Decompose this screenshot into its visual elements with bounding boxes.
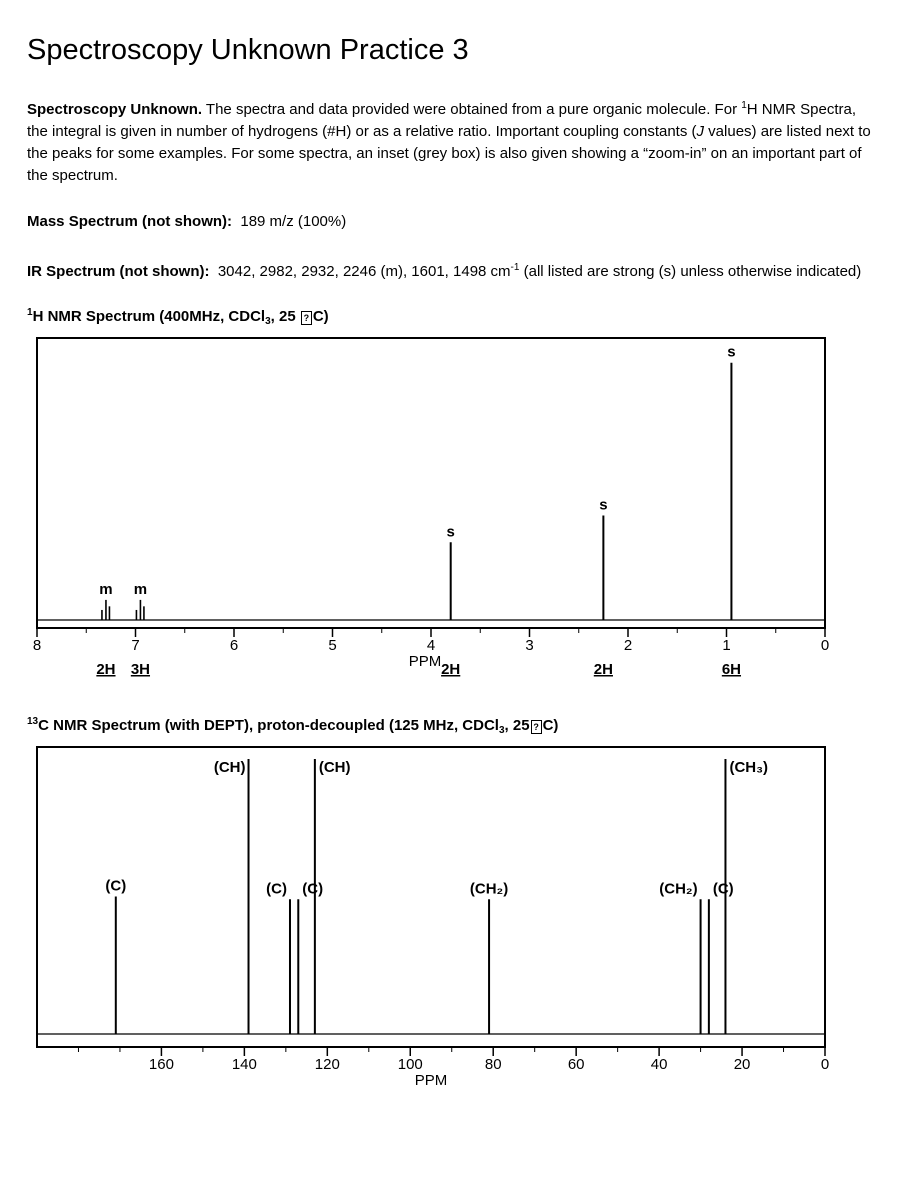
text-segment: values) are listed next to the peaks for some examples. For some spectra, an inset (grey box) is also given showing a “zoom-in” on an important part of the spectrum. <box>27 123 871 184</box>
tick-label: 4 <box>426 637 436 654</box>
peak-label: s <box>599 496 608 514</box>
tick-label: 40 <box>650 1056 668 1073</box>
ir-spectrum-line <box>27 257 872 283</box>
tick-label: 100 <box>397 1056 423 1073</box>
tick-label: 3 <box>525 637 534 654</box>
c13-nmr-heading <box>27 716 872 736</box>
text-segment: C) <box>312 308 329 325</box>
tick-label: 160 <box>148 1056 174 1073</box>
text-segment: , 25 <box>504 717 530 734</box>
text-segment: H NMR Spectrum (400MHz, CDCl <box>32 308 266 325</box>
x-axis-label: PPM <box>414 1072 448 1089</box>
integration-label: 2H <box>593 661 613 678</box>
text-segment: The spectra and data provided were obtained from a pure organic molecule. For <box>202 101 742 118</box>
text-segment: C) <box>542 717 559 734</box>
text-segment: IR Spectrum (not shown): <box>27 263 210 280</box>
text-segment: C NMR Spectrum (with DEPT), proton-decoupled (125 MHz, CDCl <box>38 717 499 734</box>
tick-label: 80 <box>484 1056 502 1073</box>
x-axis-label: PPM <box>408 653 442 670</box>
text-segment: J <box>696 123 705 140</box>
tick-label: 120 <box>314 1056 340 1073</box>
peak-label: (CH) <box>213 759 246 776</box>
peak-label: (C) <box>266 880 287 898</box>
text-segment: 1 <box>741 100 747 111</box>
text-segment: -1 <box>510 262 520 273</box>
mass-spectrum-line <box>27 211 872 233</box>
tick-label: 0 <box>820 637 830 654</box>
text-segment: H NMR Spectra, the integral is given in number of hydrogens (#H) or as a relative ratio. Important coupling constants ( <box>27 101 856 140</box>
tick-label: 20 <box>733 1056 751 1073</box>
tick-label: 0 <box>820 1056 830 1073</box>
tick-label: 60 <box>567 1056 585 1073</box>
peak-label: m <box>99 580 113 598</box>
h1-nmr-spectrum-chart <box>27 336 870 682</box>
text-segment: 1 <box>27 307 33 318</box>
tick-label: 6 <box>229 637 239 654</box>
missing-glyph-box: ? <box>531 720 542 734</box>
peak-label: (C) <box>712 880 734 898</box>
text-segment: 3 <box>498 725 505 736</box>
integration-label: 2H <box>96 661 116 678</box>
tick-label: 140 <box>231 1056 257 1073</box>
h1-nmr-heading <box>27 307 872 327</box>
peak-label: s <box>446 523 455 541</box>
peak-label: (CH₂) <box>659 880 698 898</box>
peak-label: m <box>133 580 148 598</box>
text-segment: Spectroscopy Unknown. <box>27 101 203 118</box>
peak-label: (CH₃) <box>729 759 769 776</box>
text-segment: 3 <box>265 316 271 327</box>
tick-label: 2 <box>623 637 633 654</box>
tick-label: 1 <box>722 637 731 654</box>
tick-label: 5 <box>328 637 337 654</box>
peak-label: (C) <box>302 880 324 898</box>
integration-label: 2H <box>441 661 461 678</box>
page-title: Spectroscopy Unknown Practice 3 <box>27 34 469 66</box>
integration-label: 3H <box>130 661 151 678</box>
intro-paragraph <box>27 95 872 187</box>
peak-label: s <box>727 343 736 361</box>
text-segment: Mass Spectrum (not shown): <box>27 213 233 230</box>
plot-border <box>37 338 825 628</box>
text-segment: , 25 <box>270 308 300 325</box>
text-segment: 13 <box>27 716 39 727</box>
tick-label: 7 <box>131 637 140 654</box>
peak-label: (CH₂) <box>469 880 509 898</box>
text-segment: (all listed are strong (s) unless otherwise indicated) <box>519 263 862 280</box>
text-segment: 189 m/z (100%) <box>232 213 347 230</box>
peak-label: (C) <box>105 877 127 895</box>
missing-glyph-box: ? <box>301 311 312 325</box>
integration-label: 6H <box>721 661 742 678</box>
text-segment: 3042, 2982, 2932, 2246 (m), 1601, 1498 cm <box>209 263 511 280</box>
plot-border <box>37 747 825 1047</box>
c13-nmr-spectrum-chart <box>27 745 870 1093</box>
tick-label: 8 <box>32 637 42 654</box>
peak-label: (CH) <box>318 759 351 776</box>
